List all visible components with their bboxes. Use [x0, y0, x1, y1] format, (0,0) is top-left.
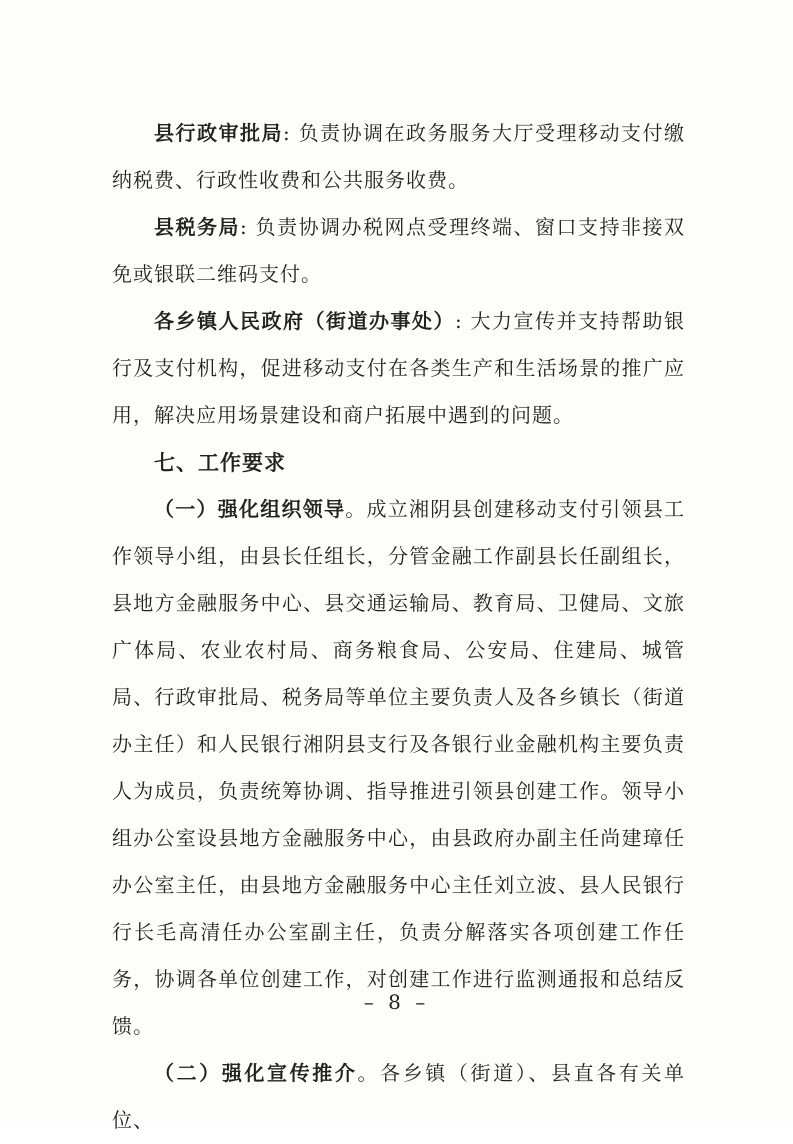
paragraph-organization-leadership	[112, 486, 685, 1050]
paragraph-lead: 县行政审批局	[154, 121, 283, 145]
paragraph-tax-bureau	[112, 204, 685, 298]
page-number: – 8 –	[363, 990, 430, 1014]
paragraph-lead: （一）强化组织领导	[154, 497, 346, 521]
section-heading: 七、工作要求	[154, 450, 286, 475]
paragraph-text: 。各乡镇（街道）、县直各有关单位、	[112, 1061, 686, 1132]
paragraph-lead: （二）强化宣传推介	[154, 1061, 358, 1085]
paragraph-text: : 大力宣传并支持帮助银行及支付机构，促进移动支付在各类生产和生活场景的推广应用，解决应用场景建设和商户拓展中遇到的问题。	[112, 309, 685, 427]
paragraph-lead: 县税务局	[154, 215, 240, 239]
paragraph-text: : 负责协调办税网点受理终端、窗口支持非接双免或银联二维码支付。	[112, 215, 685, 286]
paragraph-text: 。成立湘阴县创建移动支付引领县工作领导小组，由县长任组长，分管金融工作副县长任副组长，县地方金融服务中心、县交通运输局、教育局、卫健局、文旅广体局、农业农村局、商务粮食局、公安局、住建局、城管局、行政审批局、税务局等单位主要负责人及各乡镇长（街道办主任）和人民银行湘阴县支行及各银行业金融机构主要负责人为成员，负责统筹协调、指导推进引领县创建工作。领导小组办公室设县地方金融服务中心，由县政府办副主任尚建璋任办公室主任，由县地方金融服务中心主任刘立波、县人民银行行长毛高清任办公室副主任，负责分解落实各项创建工作任务，协调各单位创建工作，对创建工作进行监测通报和总结反馈。	[112, 497, 685, 1038]
paragraph-admin-approval	[112, 110, 685, 204]
paragraph-lead: 各乡镇人民政府（街道办事处）	[154, 309, 455, 333]
paragraph-township-governments	[112, 298, 685, 439]
paragraph-publicity	[112, 1050, 685, 1144]
paragraph-text: : 负责协调在政务服务大厅受理移动支付缴纳税费、行政性收费和公共服务收费。	[112, 121, 685, 192]
